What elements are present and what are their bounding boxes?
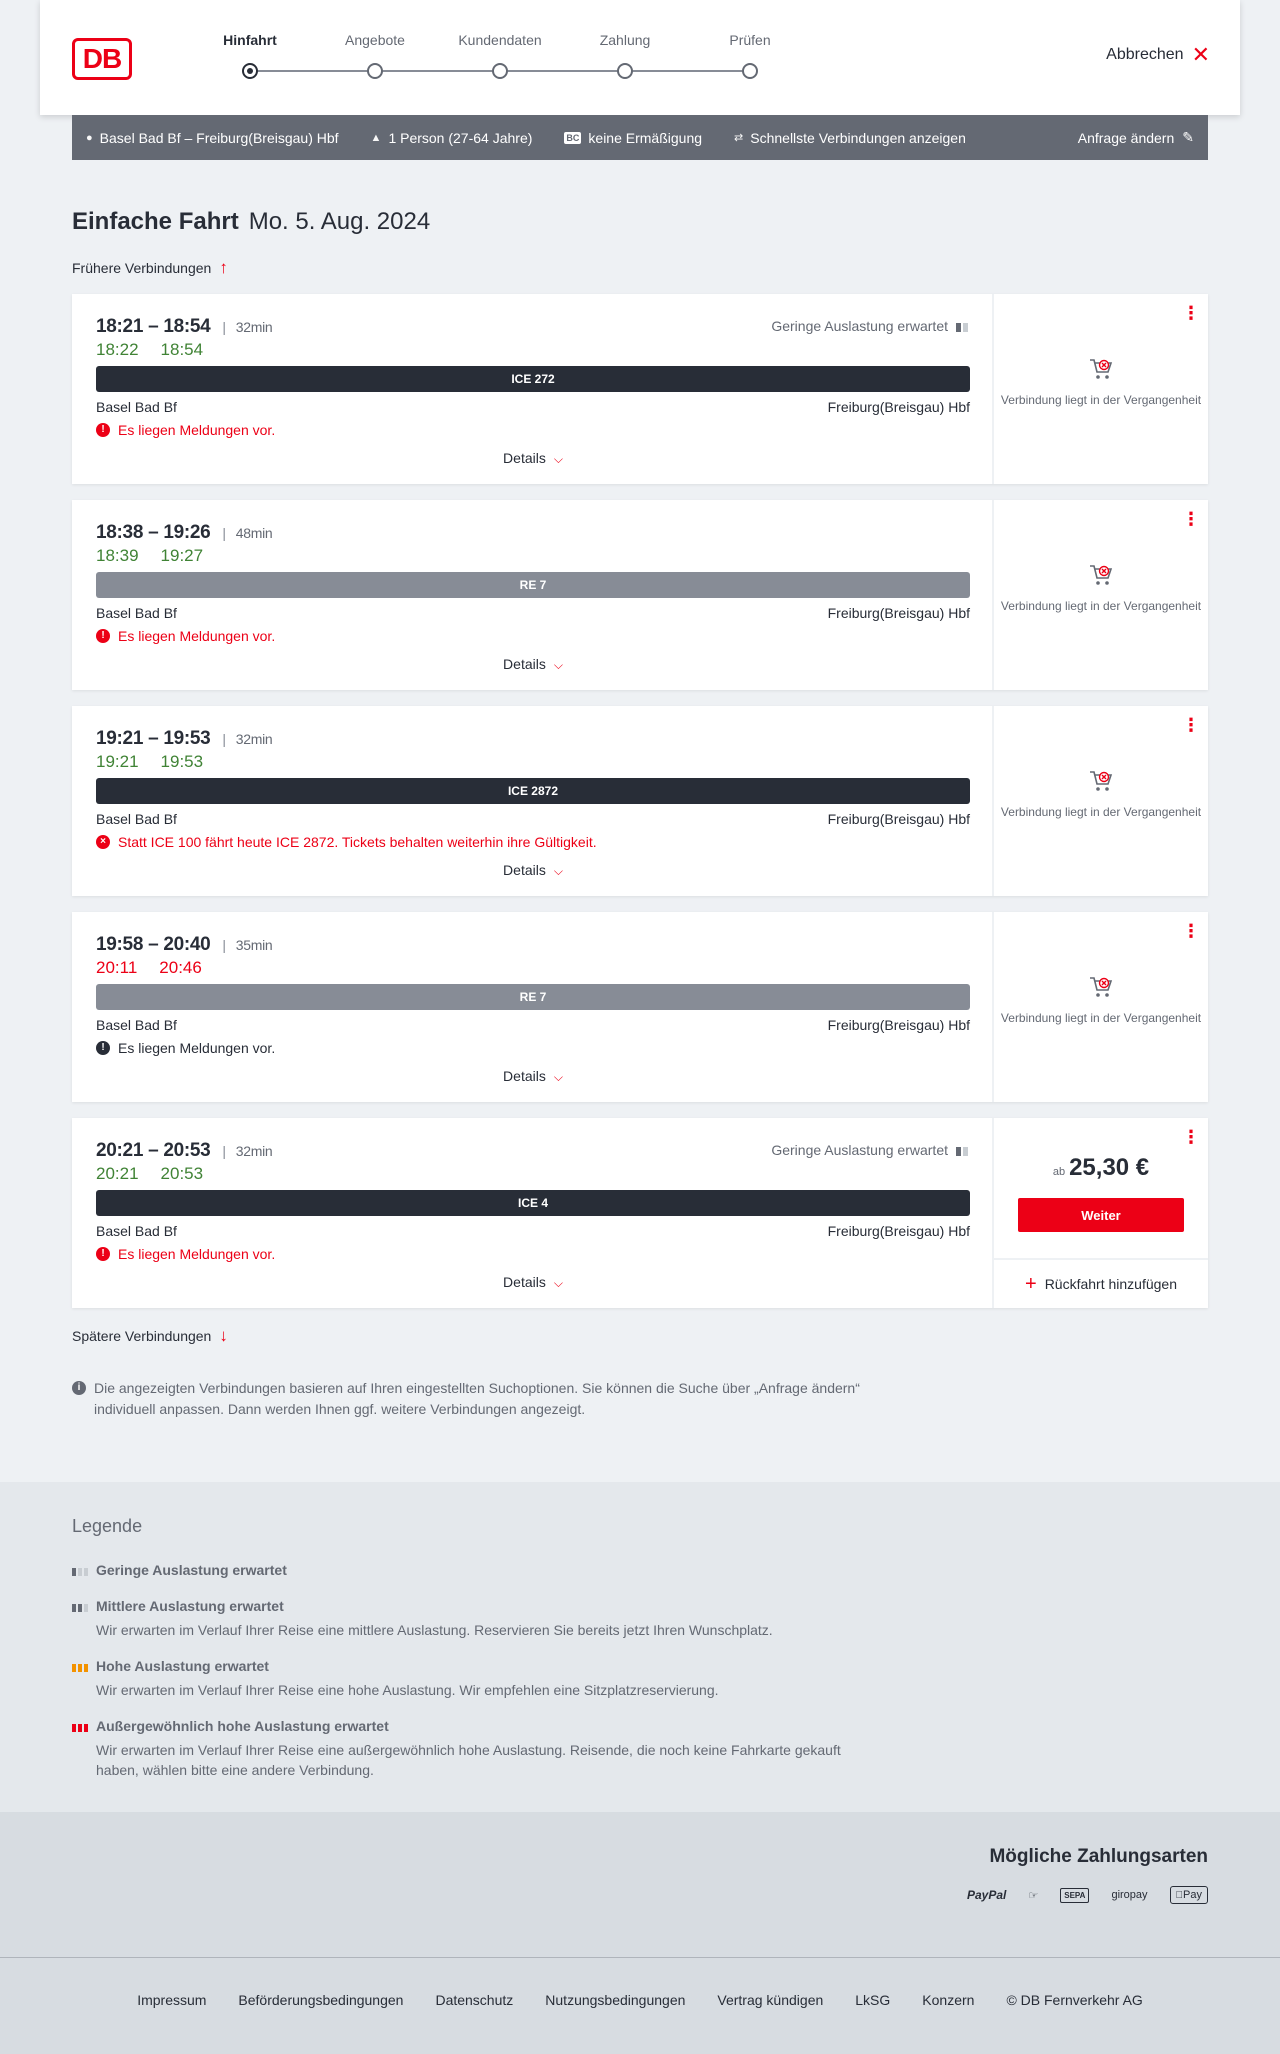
progress-steps [210,32,800,82]
planned-times: 18:21 – 18:54 | 32min [96,316,273,337]
chevron-down-icon: ⌵ [553,1276,563,1290]
price: ab 25,30 € [1052,1154,1150,1181]
realtime-times [96,1164,225,1184]
occupancy-icon [72,1720,88,1732]
footer-link[interactable]: Nutzungsbedingungen [545,1992,686,2008]
footer-link[interactable]: Beförderungsbedingungen [238,1992,404,2008]
offer-panel [994,294,1208,484]
more-options-icon[interactable]: ⋮ [1182,509,1200,529]
departure-station: Basel Bad Bf [96,1017,177,1033]
more-options-icon[interactable]: ⋮ [1182,715,1200,735]
summary-persons: ▲ 1 Person (27-64 Jahre) [370,129,533,146]
connection-card[interactable] [72,500,1208,690]
search-summary-bar [72,115,1208,160]
sepa-logo: SEPA [1060,1888,1089,1903]
giropay-logo: giropay [1111,1889,1148,1901]
payment-logos [967,1886,1208,1904]
details-toggle[interactable]: Details ⌵ [503,656,563,672]
details-toggle[interactable]: Details ⌵ [503,1068,563,1084]
trip-date: Mo. 5. Aug. 2024 [248,208,431,235]
stations [96,1223,970,1239]
duration: 32min [235,319,273,335]
legend-item: Mittlere Auslastung erwartet Wir erwarten im Verlauf Ihrer Reise eine mittlere Auslastung. Reservieren Sie bereits jetzt Ihren Wunschplatz. [72,1598,872,1640]
footer [0,1958,1280,2054]
arrival-station: Freiburg(Breisgau) Hbf [827,1017,970,1033]
connection-info [72,294,994,484]
past-connection-note: Verbindung liegt in der Vergangenheit [994,562,1208,614]
occupancy-icon [72,1564,88,1576]
warning-icon: ! [96,423,110,437]
continue-button[interactable]: Weiter [1018,1198,1184,1232]
duration: 35min [235,937,273,953]
pencil-icon: ✎ [1182,129,1194,145]
applepay-logo: Pay [1170,1886,1208,1904]
offer-panel [994,912,1208,1102]
details-toggle[interactable]: Details ⌵ [503,1274,563,1290]
train-bar[interactable]: ICE 4 [96,1190,970,1216]
planned-times: 19:21 – 19:53 | 32min [96,728,273,749]
abort-label: Abbrechen [1106,46,1184,63]
realtime-departure: 18:39 [96,546,139,565]
planned-times: 20:21 – 20:53 | 32min [96,1140,273,1161]
connection-card[interactable] [72,294,1208,484]
creditcard-hand-icon: ☞ [1028,1889,1039,1902]
details-toggle[interactable]: Details ⌵ [503,450,563,466]
change-request-button[interactable]: Anfrage ändern ✎ [1077,129,1194,146]
connection-info [72,500,994,690]
duration: 32min [235,1143,273,1159]
offer-panel [994,706,1208,896]
offer-panel [994,1118,1208,1308]
disruption-message: ! Es liegen Meldungen vor. [96,1040,275,1056]
realtime-arrival: 20:46 [159,958,202,977]
step-pruefen: Prüfen [700,32,800,79]
arrival-station: Freiburg(Breisgau) Hbf [827,1223,970,1239]
trip-type: Einfache Fahrt [72,208,239,235]
step-angebote: Angebote [325,32,425,79]
departure-station: Basel Bad Bf [96,811,177,827]
arrow-down-icon: ↓ [219,1326,228,1345]
legend-item: Geringe Auslastung erwartet [72,1562,872,1578]
realtime-times [96,340,225,360]
step-dot [742,63,758,79]
details-toggle[interactable]: Details ⌵ [503,862,563,878]
connection-info [72,1118,994,1308]
realtime-times [96,958,224,978]
cart-unavailable-icon [1088,356,1114,382]
occupancy-info: Geringe Auslastung erwartet [771,1142,970,1158]
disruption-message: ! Es liegen Meldungen vor. [96,1246,275,1262]
footer-link[interactable]: Konzern [922,1992,975,2008]
bahncard-icon: BC [566,132,580,143]
chevron-down-icon: ⌵ [553,658,563,672]
realtime-departure: 20:21 [96,1164,139,1183]
past-connection-note: Verbindung liegt in der Vergangenheit [994,974,1208,1026]
disruption-message: ! Es liegen Meldungen vor. [96,422,275,438]
occupancy-icon [72,1660,88,1672]
legend-item: Hohe Auslastung erwartet Wir erwarten im Verlauf Ihrer Reise eine hohe Auslastung. Wir empfehlen eine Sitzplatzreservierung. [72,1658,872,1700]
summary-fastest: ⇄ Schnellste Verbindungen anzeigen [734,129,966,146]
swap-arrows-icon: ⇄ [734,132,744,144]
realtime-times [96,752,225,772]
location-pin-icon: ● [86,131,93,144]
disruption-message: × Statt ICE 100 fährt heute ICE 2872. Tickets behalten weiterhin ihre Gültigkeit. [96,834,597,850]
abort-button[interactable] [1106,42,1210,67]
past-connection-note: Verbindung liegt in der Vergangenheit [994,768,1208,820]
disruption-message: ! Es liegen Meldungen vor. [96,628,275,644]
departure-station: Basel Bad Bf [96,605,177,621]
step-zahlung: Zahlung [575,32,675,79]
cancel-icon: × [96,835,110,849]
close-icon: ✕ [1191,42,1210,67]
step-hinfahrt: Hinfahrt [200,32,300,79]
occupancy-icon [72,1600,88,1612]
footer-link[interactable]: Impressum [137,1992,207,2008]
occupancy-low-icon [956,1144,970,1156]
occupancy-info: Geringe Auslastung erwartet [771,318,970,334]
plus-icon: + [1025,1272,1037,1295]
step-kundendaten: Kundendaten [450,32,550,79]
more-options-icon[interactable]: ⋮ [1182,1127,1200,1147]
warning-icon: ! [96,1247,110,1261]
earlier-connections-link[interactable]: Frühere Verbindungen ↑ [72,258,228,277]
person-icon: ▲ [370,131,382,144]
header [40,0,1240,115]
departure-station: Basel Bad Bf [96,399,177,415]
departure-station: Basel Bad Bf [96,1223,177,1239]
step-dot [492,63,508,79]
occupancy-low-icon [956,320,970,332]
cart-unavailable-icon [1088,974,1114,1000]
stations [96,1017,970,1033]
realtime-times [96,546,225,566]
chevron-down-icon: ⌵ [553,864,563,878]
realtime-departure: 18:22 [96,340,139,359]
step-dot [617,63,633,79]
legend-title: Legende [72,1516,143,1536]
stations [96,399,970,415]
legend [0,1482,1280,1812]
realtime-departure: 20:11 [96,958,138,977]
warning-icon: ! [96,1041,110,1055]
later-connections-link[interactable]: Spätere Verbindungen ↓ [72,1326,228,1345]
realtime-departure: 19:21 [96,752,139,771]
cart-unavailable-icon [1088,768,1114,794]
more-options-icon[interactable]: ⋮ [1182,921,1200,941]
arrival-station: Freiburg(Breisgau) Hbf [827,399,970,415]
chevron-down-icon: ⌵ [553,452,563,466]
offer-panel [994,500,1208,690]
summary-route: ● Basel Bad Bf – Freiburg(Breisgau) Hbf [86,129,339,146]
train-bar[interactable]: ICE 2872 [96,778,970,804]
footer-link[interactable]: LkSG [855,1992,891,2008]
step-dot [367,63,383,79]
connection-info [72,912,994,1102]
footer-link[interactable]: Datenschutz [435,1992,514,2008]
warning-icon: ! [96,629,110,643]
realtime-arrival: 20:53 [160,1164,204,1183]
train-bar[interactable]: RE 7 [96,984,970,1010]
summary-discount: BC keine Ermäßigung [566,129,703,146]
chevron-down-icon: ⌵ [553,1070,563,1084]
train-bar[interactable]: ICE 272 [96,366,970,392]
paypal-logo: PayPal [967,1888,1007,1902]
realtime-arrival: 19:27 [160,546,204,565]
legend-item: Außergewöhnlich hohe Auslastung erwartet Wir erwarten im Verlauf Ihrer Reise eine außergewöhnlich hohe Auslastung. Reisende, die noch keine Fahrkarte gekauft haben, wählen bitte eine andere Verbindung. [72,1718,872,1780]
past-connection-note: Verbindung liegt in der Vergangenheit [994,356,1208,408]
step-dot [242,63,258,79]
page-title [72,208,430,236]
payment-title: Mögliche Zahlungsarten [989,1846,1208,1867]
info-note: i Die angezeigten Verbindungen basieren auf Ihren eingestellten Suchoptionen. Sie können die Suche über „Anfrage ändern“ individuell anpassen. Dann werden Ihnen ggf. weitere Verbindungen angezeigt. [72,1378,862,1420]
connection-info [72,706,994,896]
train-bar[interactable]: RE 7 [96,572,970,598]
payment-methods [0,1812,1280,1958]
footer-nav [0,1992,1280,2008]
arrow-up-icon: ↑ [219,258,228,277]
realtime-arrival: 19:53 [160,752,204,771]
arrival-station: Freiburg(Breisgau) Hbf [827,811,970,827]
arrival-station: Freiburg(Breisgau) Hbf [827,605,970,621]
footer-link: © DB Fernverkehr AG [1006,1992,1143,2008]
info-icon: i [72,1381,86,1395]
add-return-trip-button[interactable]: + Rückfahrt hinzufügen [994,1258,1208,1308]
planned-times: 19:58 – 20:40 | 35min [96,934,273,955]
footer-link[interactable]: Vertrag kündigen [717,1992,824,2008]
connection-card[interactable] [72,912,1208,1102]
planned-times: 18:38 – 19:26 | 48min [96,522,273,543]
duration: 48min [235,525,273,541]
more-options-icon[interactable]: ⋮ [1182,303,1200,323]
duration: 32min [235,731,273,747]
realtime-arrival: 18:54 [160,340,204,359]
connection-card[interactable] [72,706,1208,896]
cart-unavailable-icon [1088,562,1114,588]
db-logo[interactable]: DB [72,38,132,80]
stations [96,811,970,827]
stations [96,605,970,621]
connection-card[interactable] [72,1118,1208,1308]
